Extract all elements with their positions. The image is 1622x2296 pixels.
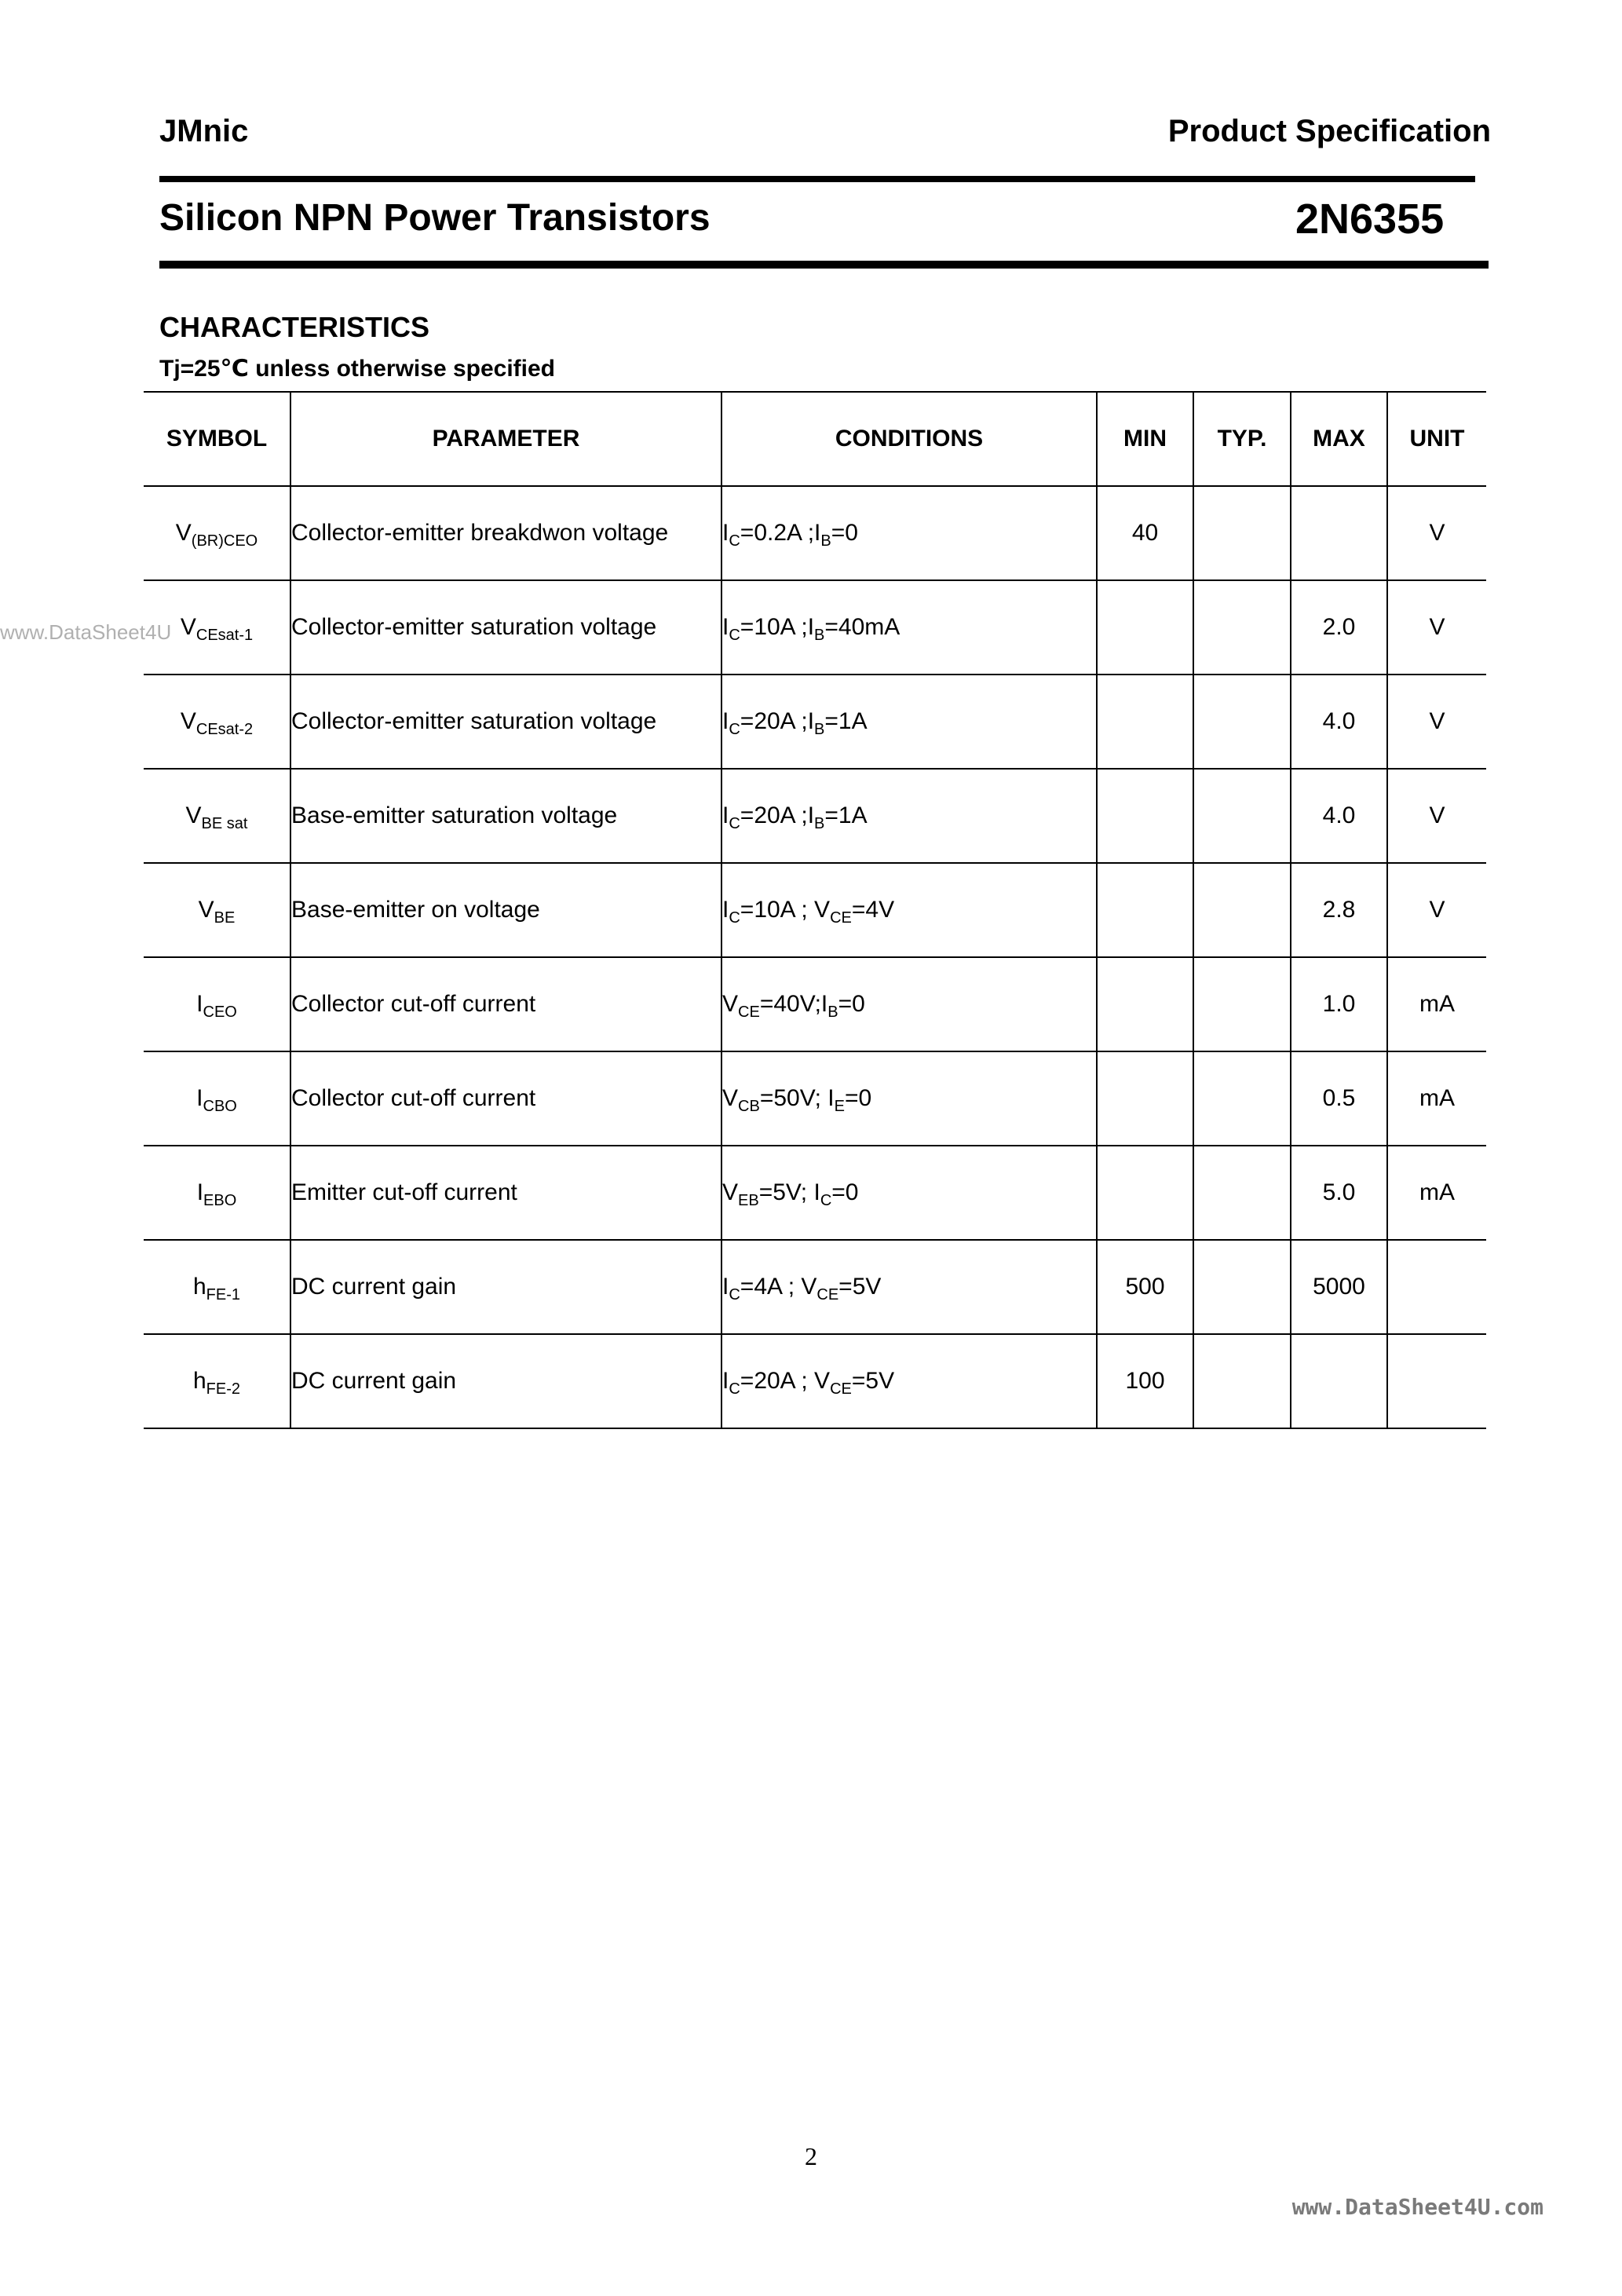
condition-text: =40V;I [759, 991, 828, 1017]
watermark-right: www.DataSheet4U.com [1291, 2194, 1543, 2220]
condition-text: V [722, 1179, 739, 1205]
condition-text: I [722, 708, 729, 734]
symbol-main: V [185, 803, 202, 828]
watermark-left: www.DataSheet4U [0, 620, 172, 644]
max-cell [1291, 1334, 1387, 1428]
parameter-cell: DC current gain [290, 1240, 721, 1334]
min-cell: 40 [1097, 486, 1193, 580]
symbol-main: h [192, 1274, 206, 1300]
symbol-subscript: BE sat [201, 815, 248, 832]
header-min: MIN [1097, 392, 1193, 486]
condition-subscript: E [834, 1098, 845, 1115]
unit-cell: mA [1387, 1146, 1486, 1240]
typ-cell [1193, 957, 1291, 1051]
typ-cell [1193, 1146, 1291, 1240]
parameter-cell: Collector cut-off current [290, 957, 721, 1051]
condition-text: =20A ;I [740, 803, 815, 828]
condition-subscript: C [729, 1286, 740, 1303]
condition-text: =0 [831, 520, 858, 546]
condition-text: I [722, 520, 729, 546]
condition-subscript: CE [738, 1004, 760, 1021]
condition-text: =20A ; V [740, 1368, 831, 1394]
unit-cell: V [1387, 486, 1486, 580]
symbol-cell [144, 675, 290, 769]
condition-subscript: B [814, 721, 825, 738]
section-subtitle: Tj=25℃ unless otherwise specified [159, 356, 556, 382]
min-cell [1097, 675, 1193, 769]
symbol-cell [144, 769, 290, 863]
conditions-cell [721, 957, 1097, 1051]
min-cell: 500 [1097, 1240, 1193, 1334]
condition-subscript: C [729, 721, 740, 738]
table-row [144, 957, 1486, 1051]
symbol-cell [144, 486, 290, 580]
typ-cell [1193, 675, 1291, 769]
table-row [144, 863, 1486, 957]
unit-cell: mA [1387, 1051, 1486, 1146]
condition-subscript: B [814, 627, 825, 644]
symbol-main: I [196, 1085, 203, 1111]
symbol-main: V [180, 708, 196, 734]
typ-cell [1193, 486, 1291, 580]
table-row [144, 486, 1486, 580]
min-cell [1097, 1146, 1193, 1240]
condition-subscript: CE [830, 909, 852, 927]
condition-subscript: C [729, 1380, 740, 1398]
symbol-main: V [175, 520, 192, 546]
table-row [144, 675, 1486, 769]
min-cell [1097, 1051, 1193, 1146]
condition-text: =4A ; V [740, 1274, 817, 1300]
min-cell: 100 [1097, 1334, 1193, 1428]
condition-text: =0 [831, 1179, 859, 1205]
condition-text: I [722, 803, 729, 828]
condition-text: I [722, 1368, 729, 1394]
symbol-cell [144, 1051, 290, 1146]
unit-cell [1387, 1240, 1486, 1334]
condition-subscript: C [820, 1192, 832, 1209]
max-cell: 4.0 [1291, 769, 1387, 863]
symbol-subscript: EBO [203, 1192, 237, 1209]
max-cell: 1.0 [1291, 957, 1387, 1051]
typ-cell [1193, 1051, 1291, 1146]
condition-text: =50V; I [759, 1085, 835, 1111]
conditions-cell [721, 1334, 1097, 1428]
min-cell [1097, 957, 1193, 1051]
conditions-cell [721, 1240, 1097, 1334]
condition-subscript: C [729, 532, 740, 550]
header-parameter: PARAMETER [290, 392, 721, 486]
condition-subscript: C [729, 909, 740, 927]
conditions-cell [721, 580, 1097, 675]
conditions-cell [721, 675, 1097, 769]
header-typ: TYP. [1193, 392, 1291, 486]
table-row [144, 1240, 1486, 1334]
characteristics-table [144, 391, 1486, 1429]
parameter-cell: DC current gain [290, 1334, 721, 1428]
min-cell [1097, 580, 1193, 675]
max-cell: 5.0 [1291, 1146, 1387, 1240]
max-cell: 4.0 [1291, 675, 1387, 769]
condition-subscript: B [814, 815, 825, 832]
condition-text: =0.2A ;I [740, 520, 821, 546]
condition-text: =0 [844, 1085, 872, 1111]
condition-text: V [722, 991, 739, 1017]
document-title: Silicon NPN Power Transistors [159, 197, 711, 239]
parameter-cell: Base-emitter saturation voltage [290, 769, 721, 863]
symbol-subscript: (BR)CEO [191, 532, 258, 550]
header-rule-top [159, 176, 1475, 182]
max-cell: 5000 [1291, 1240, 1387, 1334]
condition-text: =0 [838, 991, 865, 1017]
symbol-subscript: CBO [203, 1098, 237, 1115]
symbol-main: V [180, 614, 196, 640]
section-title: CHARACTERISTICS [159, 311, 430, 343]
part-number: 2N6355 [1295, 196, 1445, 243]
parameter-cell: Emitter cut-off current [290, 1146, 721, 1240]
typ-cell [1193, 769, 1291, 863]
condition-text: =5V; I [758, 1179, 820, 1205]
max-cell [1291, 486, 1387, 580]
unit-cell: V [1387, 769, 1486, 863]
parameter-cell: Collector cut-off current [290, 1051, 721, 1146]
symbol-subscript: CEsat-2 [195, 721, 254, 738]
condition-subscript: CE [830, 1380, 852, 1398]
table-row [144, 1051, 1486, 1146]
header-symbol: SYMBOL [144, 392, 290, 486]
condition-text: =1A [824, 803, 868, 828]
condition-text: =10A ;I [740, 614, 815, 640]
symbol-cell [144, 957, 290, 1051]
unit-cell: V [1387, 675, 1486, 769]
unit-cell: V [1387, 863, 1486, 957]
symbol-cell [144, 1334, 290, 1428]
symbol-main: V [198, 897, 214, 923]
condition-subscript: CB [738, 1098, 760, 1115]
conditions-cell [721, 1051, 1097, 1146]
condition-subscript: B [820, 532, 831, 550]
symbol-cell [144, 1240, 290, 1334]
max-cell: 2.0 [1291, 580, 1387, 675]
condition-text: I [722, 897, 729, 923]
symbol-main: h [192, 1368, 206, 1394]
symbol-subscript: CEsat-1 [195, 627, 254, 644]
symbol-subscript: BE [214, 909, 236, 927]
unit-cell: mA [1387, 957, 1486, 1051]
condition-subscript: B [827, 1004, 838, 1021]
condition-text: =10A ; V [740, 897, 831, 923]
condition-text: =5V [851, 1368, 895, 1394]
conditions-cell [721, 769, 1097, 863]
max-cell: 2.8 [1291, 863, 1387, 957]
page-number: 2 [805, 2142, 817, 2170]
condition-text: =40mA [824, 614, 901, 640]
header-unit: UNIT [1387, 392, 1486, 486]
symbol-subscript: FE-1 [206, 1286, 241, 1303]
header-max: MAX [1291, 392, 1387, 486]
document-type: Product Specification [1167, 114, 1491, 148]
table-row [144, 580, 1486, 675]
condition-text: =5V [838, 1274, 882, 1300]
symbol-subscript: FE-2 [206, 1380, 241, 1398]
symbol-cell [144, 1146, 290, 1240]
condition-text: =4V [851, 897, 895, 923]
min-cell [1097, 863, 1193, 957]
table-row [144, 1334, 1486, 1428]
min-cell [1097, 769, 1193, 863]
table-body [144, 486, 1486, 1428]
parameter-cell: Collector-emitter saturation voltage [290, 675, 721, 769]
condition-text: =1A [824, 708, 868, 734]
condition-text: V [722, 1085, 739, 1111]
condition-subscript: CE [816, 1286, 839, 1303]
condition-subscript: C [729, 815, 740, 832]
parameter-cell: Collector-emitter breakdwon voltage [290, 486, 721, 580]
typ-cell [1193, 863, 1291, 957]
company-name: JMnic [159, 114, 249, 148]
symbol-subscript: CEO [203, 1004, 237, 1021]
symbol-main: I [196, 991, 203, 1017]
table-row [144, 1146, 1486, 1240]
condition-subscript: C [729, 627, 740, 644]
conditions-cell [721, 486, 1097, 580]
conditions-cell [721, 863, 1097, 957]
typ-cell [1193, 580, 1291, 675]
condition-subscript: EB [738, 1192, 759, 1209]
table-row [144, 769, 1486, 863]
header-conditions: CONDITIONS [721, 392, 1097, 486]
symbol-main: I [196, 1179, 204, 1205]
unit-cell [1387, 1334, 1486, 1428]
conditions-cell [721, 1146, 1097, 1240]
typ-cell [1193, 1240, 1291, 1334]
table-header-row [144, 392, 1486, 486]
parameter-cell: Collector-emitter saturation voltage [290, 580, 721, 675]
condition-text: =20A ;I [740, 708, 815, 734]
typ-cell [1193, 1334, 1291, 1428]
unit-cell: V [1387, 580, 1486, 675]
parameter-cell: Base-emitter on voltage [290, 863, 721, 957]
condition-text: I [722, 614, 729, 640]
header-rule-bottom [159, 261, 1489, 269]
condition-text: I [722, 1274, 729, 1300]
max-cell: 0.5 [1291, 1051, 1387, 1146]
symbol-cell [144, 863, 290, 957]
